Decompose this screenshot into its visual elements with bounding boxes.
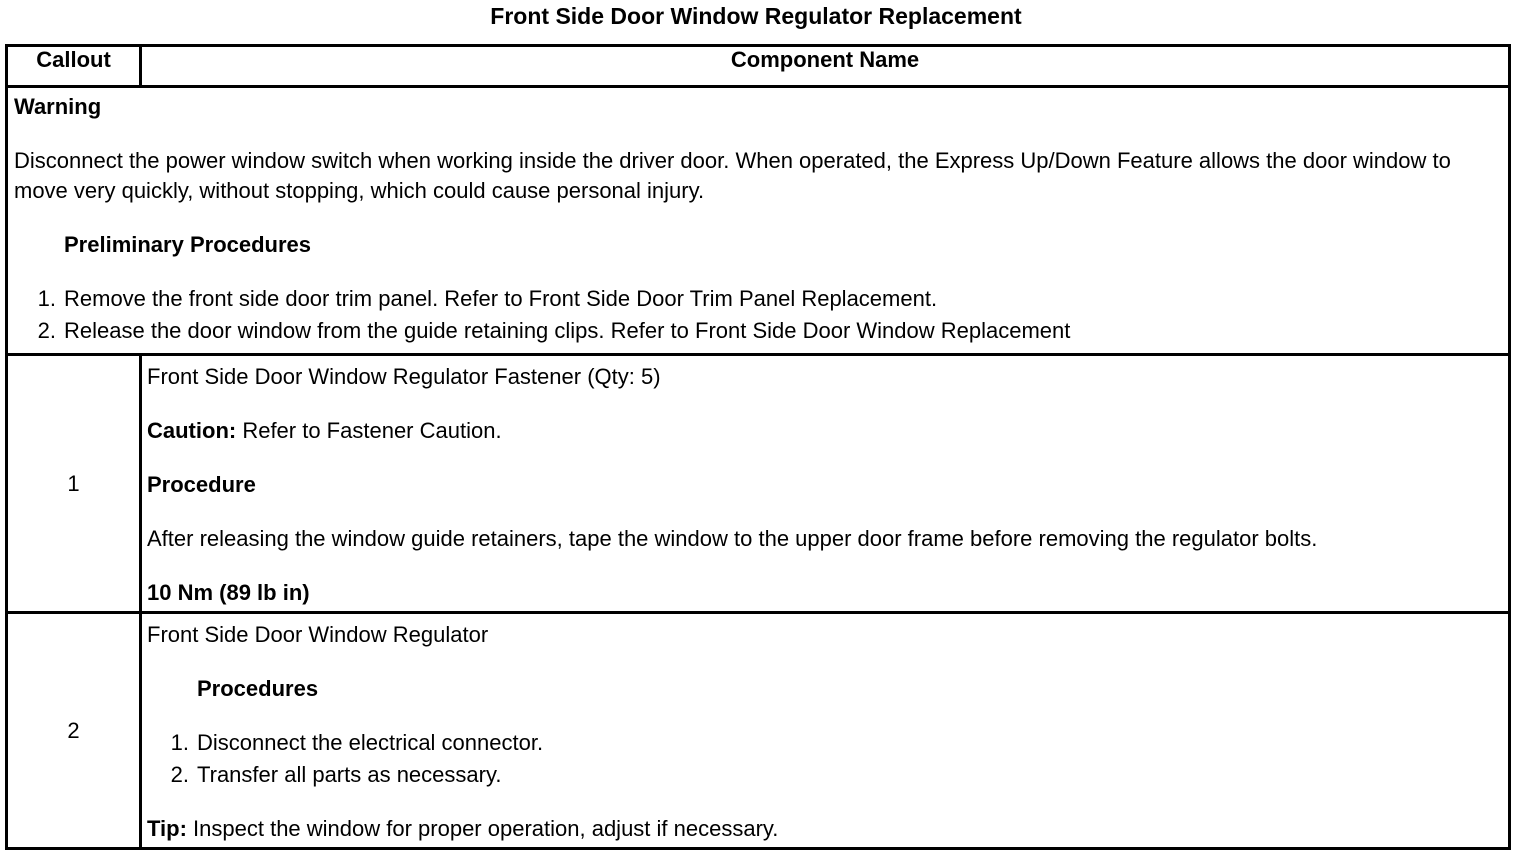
- callout-cell: 2: [7, 613, 141, 849]
- procedure-steps-list: [147, 728, 1504, 790]
- procedure-text: After releasing the window guide retainers, tape the window to the upper door frame before removing the regulator bolts.: [147, 526, 1318, 551]
- component-name: Front Side Door Window Regulator: [147, 622, 489, 647]
- step-number: 2.: [170, 762, 189, 787]
- caution-label: Caution:: [147, 418, 237, 443]
- document-title: Front Side Door Window Regulator Replacement: [490, 3, 1022, 29]
- procedures-heading: Procedures: [197, 676, 319, 701]
- caution-text: Refer to Fastener Caution.: [236, 418, 502, 443]
- list-item: [14, 284, 1504, 314]
- caution-line: [147, 416, 1504, 446]
- step-number: 1.: [37, 286, 56, 311]
- component-cell: [141, 613, 1510, 849]
- step-text: Remove the front side door trim panel. Refer to Front Side Door Trim Panel Replacement.: [64, 286, 938, 311]
- component-cell: [141, 355, 1510, 613]
- step-number: 1.: [170, 730, 189, 755]
- list-item: [14, 316, 1504, 346]
- list-item: [147, 728, 1504, 758]
- tip-line: [147, 814, 1504, 844]
- component-table: [5, 44, 1511, 850]
- preliminary-steps-list: [14, 284, 1504, 346]
- warning-cell: [7, 87, 1510, 355]
- component-name: Front Side Door Window Regulator Fastener (Qty: 5): [147, 364, 661, 389]
- header-component-name: Component Name: [141, 46, 1510, 87]
- torque-spec: 10 Nm (89 lb in): [147, 580, 310, 605]
- table-row: [7, 355, 1510, 613]
- header-callout: Callout: [7, 46, 141, 87]
- tip-text: Inspect the window for proper operation, adjust if necessary.: [186, 816, 779, 841]
- list-item: [147, 760, 1504, 790]
- step-number: 2.: [37, 318, 56, 343]
- table-row: [7, 613, 1510, 849]
- header-row: [7, 46, 1510, 87]
- step-text: Release the door window from the guide retaining clips. Refer to Front Side Door Window Replacement: [64, 318, 1071, 343]
- preliminary-procedures-heading: Preliminary Procedures: [64, 232, 312, 257]
- callout-cell: 1: [7, 355, 141, 613]
- procedure-heading: Procedure: [147, 472, 256, 497]
- tip-label: Tip:: [147, 816, 187, 841]
- warning-label: Warning: [14, 94, 102, 119]
- step-text: Transfer all parts as necessary.: [197, 762, 502, 787]
- warning-row: [7, 87, 1510, 355]
- warning-text: Disconnect the power window switch when working inside the driver door. When operated, the Express Up/Down Feature allows the door window to move very quickly, without stopping, which could cause personal injury.: [14, 148, 1451, 203]
- step-text: Disconnect the electrical connector.: [197, 730, 544, 755]
